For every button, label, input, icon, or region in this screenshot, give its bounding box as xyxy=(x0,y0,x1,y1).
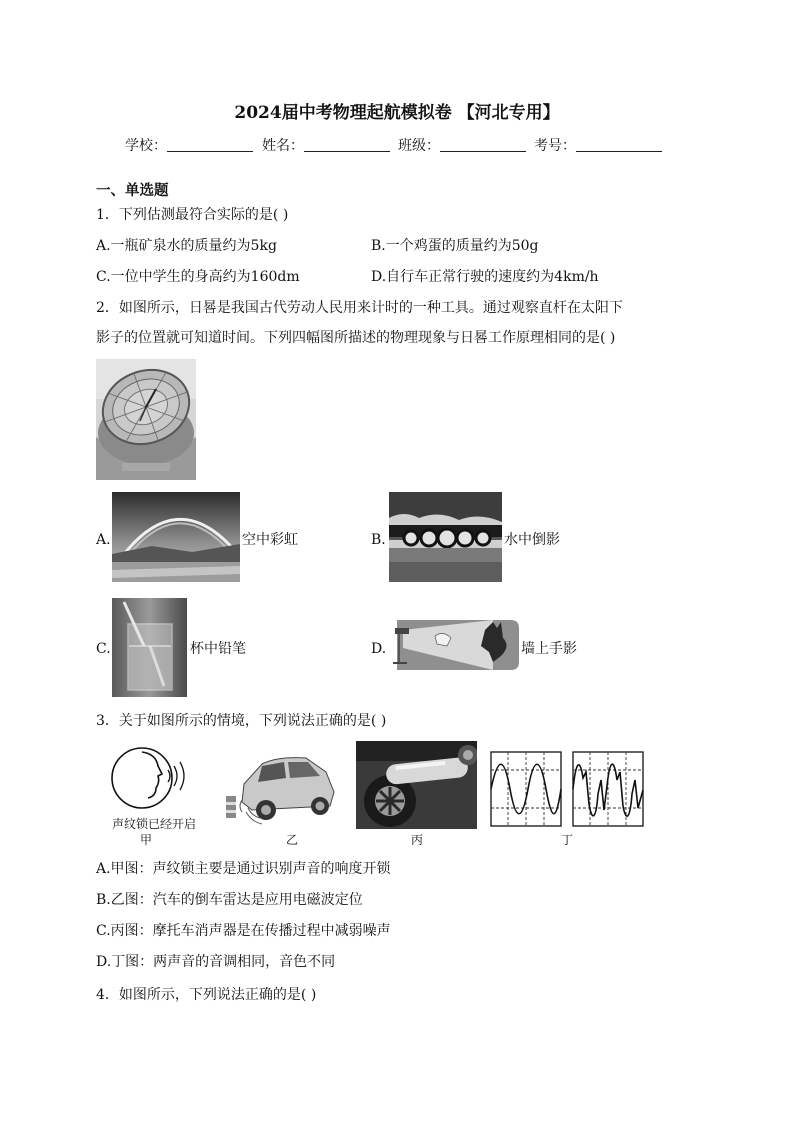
q1-option-d: D.自行车正常行驶的速度约为4km/h xyxy=(371,269,599,285)
school-blank xyxy=(167,137,253,152)
rainbow-image xyxy=(112,492,240,582)
section-heading: 一、单选题 xyxy=(96,182,169,199)
q2-option-b-letter: B. xyxy=(371,532,386,548)
exam-no-blank xyxy=(576,137,662,152)
figure-label-jia: 甲 xyxy=(139,833,152,847)
school-field xyxy=(125,137,253,155)
exam-no-field xyxy=(534,137,662,155)
bridge-reflection-image xyxy=(389,492,502,582)
exam-no-label: 考号： xyxy=(534,138,576,154)
q2-option-c-letter: C. xyxy=(96,641,111,657)
waveform-figure xyxy=(490,750,644,828)
q3-option-c: C.丙图：摩托车消声器是在传播过程中减弱噪声 xyxy=(96,923,391,939)
school-label: 学校： xyxy=(125,138,167,154)
figure-label-bing: 丙 xyxy=(410,833,423,847)
q3-option-d: D.丁图：两声音的音调相同，音色不同 xyxy=(96,954,336,970)
sundial-image xyxy=(96,359,196,480)
q1-option-c: C.一位中学生的身高约为160dm xyxy=(96,269,300,285)
q4-stem: 4．如图所示，下列说法正确的是( ) xyxy=(96,987,317,1003)
q1-option-a: A.一瓶矿泉水的质量约为5kg xyxy=(96,238,277,254)
q2-option-b-caption: 水中倒影 xyxy=(504,532,560,548)
voiceprint-lock-text: 声纹锁已经开启 xyxy=(111,817,196,831)
voiceprint-lock-figure xyxy=(106,742,200,814)
class-field xyxy=(398,137,526,155)
q1-option-b: B.一个鸡蛋的质量约为50g xyxy=(371,238,539,254)
car-radar-figure xyxy=(222,750,344,828)
q3-stem: 3．关于如图所示的情境，下列说法正确的是( ) xyxy=(96,713,387,729)
figure-label-yi: 乙 xyxy=(285,833,298,847)
q2-stem-line2: 影子的位置就可知道时间。下列四幅图所描述的物理现象与日晷工作原理相同的是( ) xyxy=(96,330,616,346)
q2-option-c-caption: 杯中铅笔 xyxy=(190,641,246,657)
class-label: 班级： xyxy=(398,138,440,154)
page-title: 2024届中考物理起航模拟卷 【河北专用】 xyxy=(234,103,560,123)
figure-label-ding: 丁 xyxy=(560,833,573,847)
class-blank xyxy=(440,137,526,152)
q2-option-a-caption: 空中彩虹 xyxy=(242,532,298,548)
q1-stem: 1．下列估测最符合实际的是( ) xyxy=(96,207,289,223)
q2-option-d-letter: D. xyxy=(371,641,387,657)
q2-option-a-letter: A. xyxy=(96,532,111,548)
name-label: 姓名： xyxy=(262,138,304,154)
name-blank xyxy=(304,137,390,152)
motorcycle-muffler-figure xyxy=(356,741,477,829)
q3-option-a: A.甲图：声纹锁主要是通过识别声音的响度开锁 xyxy=(96,861,391,877)
hand-shadow-image xyxy=(389,616,519,674)
q2-stem-line1: 2．如图所示，日晷是我国古代劳动人民用来计时的一种工具。通过观察直杆在太阳下 xyxy=(96,300,623,316)
name-field xyxy=(262,137,390,155)
q3-option-b: B.乙图：汽车的倒车雷达是应用电磁波定位 xyxy=(96,892,363,908)
pencil-glass-image xyxy=(112,598,187,697)
q2-option-d-caption: 墙上手影 xyxy=(521,641,577,657)
